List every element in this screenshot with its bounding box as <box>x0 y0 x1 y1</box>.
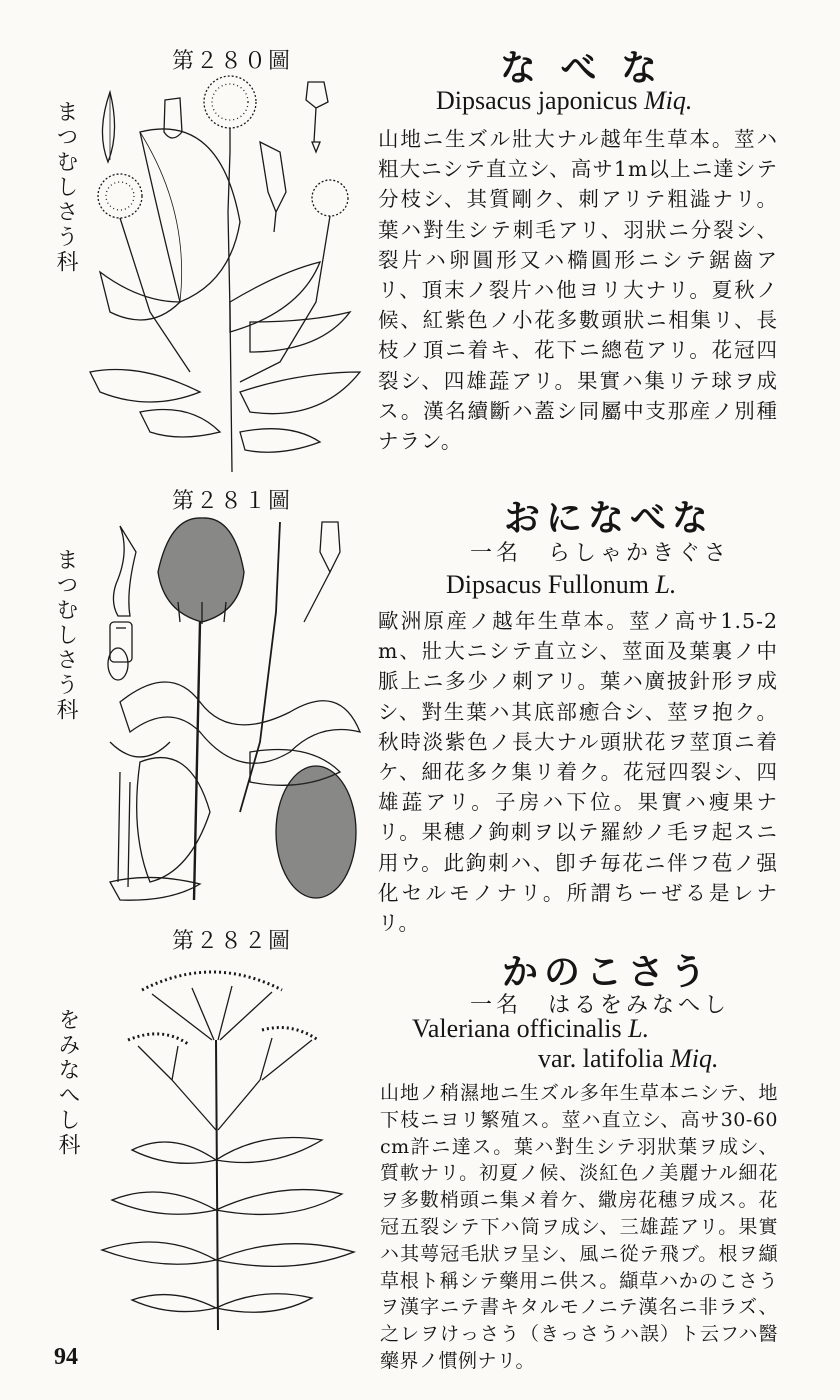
family-label: まつむしさう科 <box>53 548 78 723</box>
author: L. <box>655 570 677 599</box>
entry-title: おになべな <box>504 497 715 539</box>
figure-label: 第２８１圖 <box>172 489 293 514</box>
page-number: 94 <box>54 1344 78 1370</box>
valeriana-illustration <box>92 960 362 1330</box>
alias-name: 一名 らしゃかきぐさ <box>470 541 731 566</box>
author: L. <box>628 1014 650 1043</box>
description: 山地ノ稍濕地ニ生ズル多年生草本ニシテ、地下枝ニヨリ繁殖ス。莖ハ直立シ、高サ30-60cm許ニ達ス。葉ハ對生シテ羽狀葉ヲ成シ、質軟ナリ。初夏ノ候、淡紅色ノ美麗ナル細花ヲ多數梢頭ニ集メ着ケ、繖房花穗ヲ成ス。花冠五裂シテ下ハ筒ヲ成シ、三雄蕋アリ。果實ハ其萼冠毛狀ヲ呈シ、風ニ從テ飛ブ。根ヲ纈草根ト稱シテ藥用ニ供ス。纈草ハかのこさうヲ漢字ニテ書キタルモノニテ漢名ニ非ラズ、之レヲけっさう（きっさうハ誤）ト云フハ醫藥界ノ慣例ナリ。 <box>380 1082 778 1372</box>
description: 歐洲原産ノ越年生草本。莖ノ高サ1.5-2m、壯大ニシテ直立シ、莖面及葉裏ノ中脈上ニ多少ノ刺アリ。葉ハ廣披針形ヲ成シ、對生葉ハ其底部癒合シ、莖ヲ抱ク。秋時淡紫色ノ長大ナル頭狀花ヲ莖頂ニ着ケ、細花多ク集リ着ク。花冠四裂シ、四雄蕋アリ。子房ハ下位。果實ハ瘦果ナリ。果穗ノ鉤刺ヲ以テ羅紗ノ毛ヲ起スニ用ウ。此鉤刺ハ、卽チ毎花ニ伴フ苞ノ强化セルモノナリ。所謂ちーぜる是レナリ。 <box>378 609 778 936</box>
genus-species: Dipsacus Fullonum <box>446 570 649 599</box>
entry-title: かのこさう <box>502 951 713 993</box>
dipsacus-japonicus-illustration <box>80 72 370 472</box>
figure-label: 第２８０圖 <box>172 49 293 74</box>
family-label: をみなへし科 <box>55 1008 80 1158</box>
alias-name: 一名 はるをみなへし <box>470 993 731 1018</box>
family-label: まつむしさう科 <box>53 100 78 275</box>
author: Miq. <box>643 86 693 115</box>
figure-label: 第２８２圖 <box>172 929 293 954</box>
genus-species: Dipsacus japonicus <box>436 86 638 115</box>
description: 山地ニ生ズル壯大ナル越年生草本。莖ハ粗大ニシテ直立シ、高サ1m以上ニ達シテ分枝シ、其質剛ク、刺アリテ粗澁ナリ。葉ハ對生シテ刺毛アリ、羽狀ニ分裂シ、裂片ハ卵圓形又ハ橢圓形ニシテ鋸齒アリ、頂末ノ裂片ハ他ヨリ大ナリ。夏秋ノ候、紅紫色ノ小花多數頭狀ニ相集リ、長枝ノ頂ニ着キ、花下ニ總苞アリ。花冠四裂シ、四雄蕋アリ。果實ハ集リテ球ヲ成ス。漢名續斷ハ蓋シ同屬中支那産ノ別種ナラン。 <box>378 127 778 454</box>
scientific-name <box>436 86 692 116</box>
variety: var. latifolia <box>538 1044 664 1073</box>
dipsacus-fullonum-illustration <box>90 512 370 902</box>
genus-species: Valeriana officinalis <box>412 1014 622 1043</box>
entry-title: な べ な <box>500 47 664 89</box>
scientific-variety <box>538 1044 719 1074</box>
scientific-name <box>412 1014 649 1044</box>
variety-author: Miq. <box>670 1044 719 1073</box>
scientific-name <box>446 570 676 600</box>
